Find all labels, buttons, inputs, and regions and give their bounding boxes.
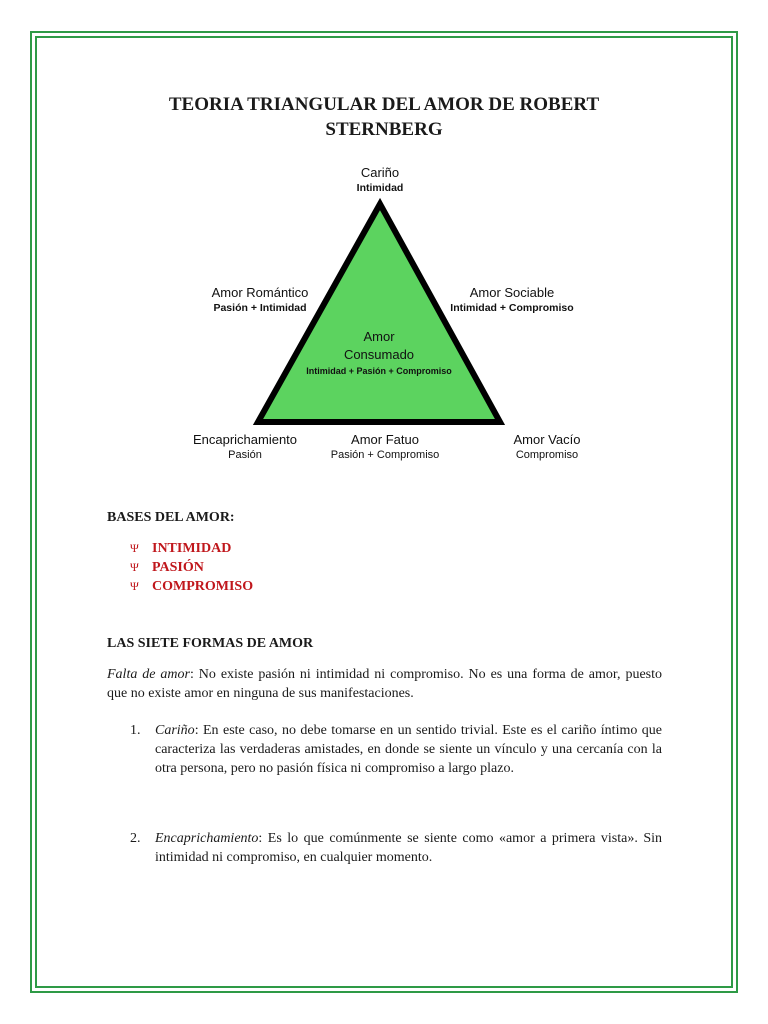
- item-body: [155, 721, 662, 778]
- bottom-mid-sub: Pasión + Compromiso: [330, 449, 440, 461]
- list-item-1: [130, 721, 662, 778]
- bases-heading: BASES DEL AMOR:: [107, 510, 235, 525]
- item-term: Cariño: [155, 723, 195, 738]
- psi-bullet-icon: Ψ: [130, 560, 139, 574]
- formas-heading: LAS SIETE FORMAS DE AMOR: [107, 636, 314, 651]
- intro-text: : No existe pasión ni intimidad ni compromiso. No es una forma de amor, puesto que no existe amor en ninguna de sus manifestaciones.: [107, 667, 662, 701]
- vertex-bottom-right-label: [497, 432, 597, 462]
- base-label: COMPROMISO: [152, 579, 254, 594]
- bottom-right-sub: Compromiso: [515, 449, 579, 461]
- vertex-top-label: [330, 165, 430, 195]
- bases-list: [130, 539, 253, 596]
- title-line-2: STERNBERG: [325, 119, 443, 140]
- side-left-label: [190, 285, 330, 315]
- title-line-1: TEORIA TRIANGULAR DEL AMOR DE ROBERT: [168, 94, 600, 115]
- item-text: : En este caso, no debe tomarse en un sentido trivial. Este es el cariño íntimo que caracteriza las verdaderas amistades, en donde se siente un vínculo y una cercanía con la otra persona, pero no pasión física ni compromiso a largo plazo.: [155, 723, 662, 776]
- left-mid-name: Amor Romántico: [211, 285, 309, 300]
- center-label: [295, 328, 463, 378]
- right-mid-name: Amor Sociable: [469, 285, 555, 300]
- item-text: : Es lo que comúnmente se siente como «amor a primera vista». Sin intimidad ni compromiso, en cualquier momento.: [155, 831, 662, 865]
- top-name: Cariño: [360, 165, 400, 180]
- center-sub: Intimidad + Pasión + Compromiso: [306, 366, 452, 376]
- bottom-left-sub: Pasión: [228, 449, 262, 461]
- list-item-2: [130, 829, 662, 867]
- item-body: [155, 829, 662, 867]
- bottom-right-name: Amor Vacío: [513, 432, 581, 447]
- vertex-bottom-left-label: [170, 432, 320, 462]
- bottom-left-name: Encaprichamiento: [192, 432, 298, 447]
- left-mid-sub: Pasión + Intimidad: [213, 302, 307, 314]
- base-label: INTIMIDAD: [152, 541, 232, 556]
- intro-term: Falta de amor: [107, 667, 190, 682]
- list-item: [130, 577, 253, 596]
- psi-bullet-icon: Ψ: [130, 541, 139, 555]
- item-number: 2.: [130, 831, 141, 846]
- love-triangle-diagram: [0, 0, 768, 480]
- psi-bullet-icon: Ψ: [130, 579, 139, 593]
- item-term: Encaprichamiento: [155, 831, 259, 846]
- item-number: 1.: [130, 723, 141, 738]
- triangle-shape: [0, 0, 768, 480]
- list-item: [130, 558, 253, 577]
- side-bottom-label: [315, 432, 455, 462]
- base-label: PASIÓN: [152, 560, 204, 575]
- top-sub: Intimidad: [356, 182, 404, 194]
- list-item: [130, 539, 253, 558]
- bottom-mid-name: Amor Fatuo: [351, 432, 419, 447]
- side-right-label: [441, 285, 583, 315]
- center-name-1: Amor: [363, 329, 395, 344]
- center-name-2: Consumado: [343, 347, 415, 362]
- right-mid-sub: Intimidad + Compromiso: [450, 302, 574, 314]
- intro-paragraph: [107, 665, 662, 703]
